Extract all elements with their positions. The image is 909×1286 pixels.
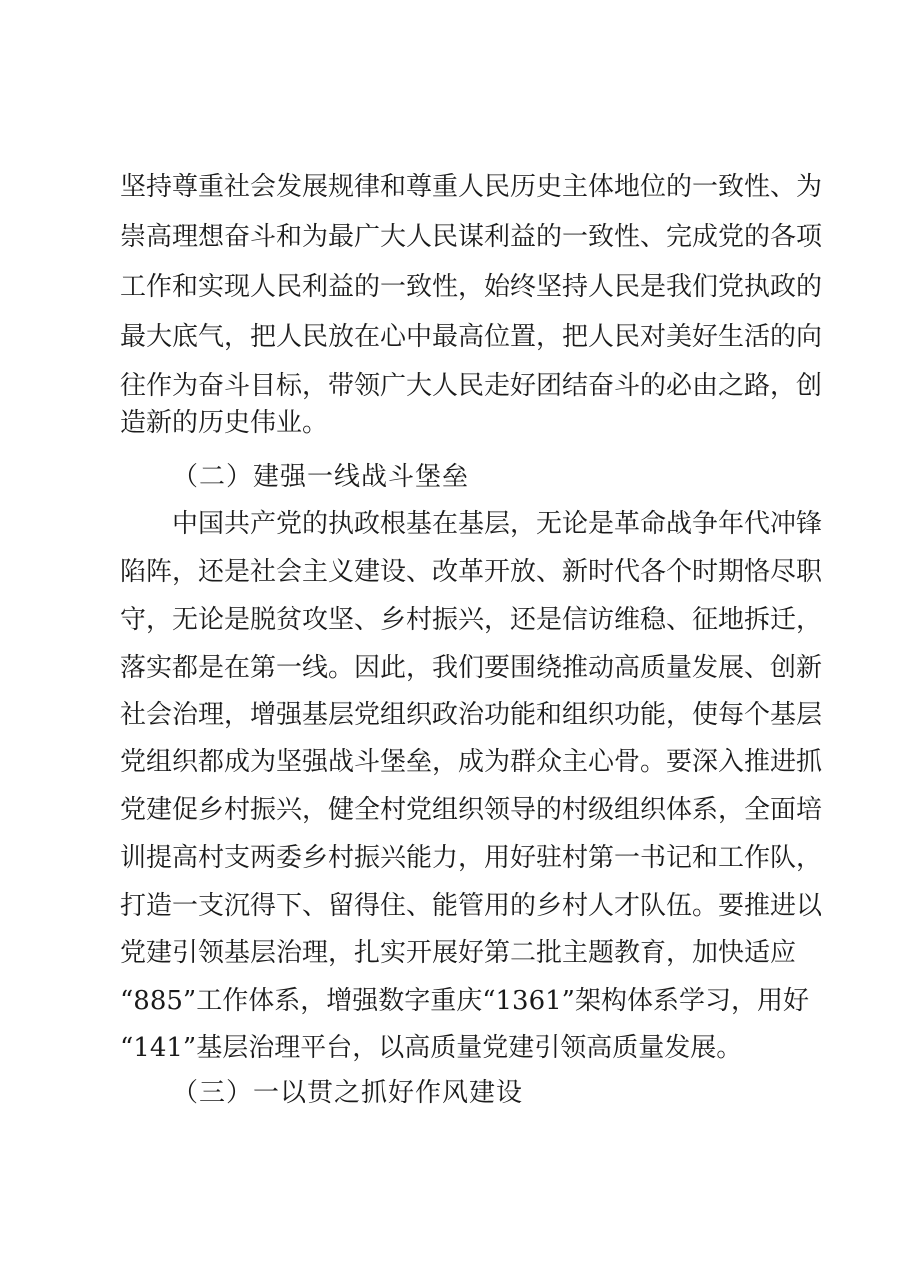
paragraph-line: 中国共产党的执政根基在基层，无论是革命战争年代冲锋 — [172, 509, 823, 539]
paragraph-line: “885”工作体系，增强数字重庆“1361”架构体系学习，用好 — [120, 986, 809, 1016]
paragraph-line: 坚持尊重社会发展规律和尊重人民历史主体地位的一致性、为 — [120, 172, 823, 202]
paragraph-line: 往作为奋斗目标，带领广大人民走好团结奋斗的必由之路，创 — [120, 371, 823, 401]
paragraph-line: 党组织都成为坚强战斗堡垒，成为群众主心骨。要深入推进抓 — [120, 747, 823, 777]
paragraph-line: 守，无论是脱贫攻坚、乡村振兴，还是信访维稳、征地拆迁， — [120, 605, 823, 635]
section-heading: （三）一以贯之抓好作风建设 — [172, 1078, 524, 1108]
paragraph-line: 崇高理想奋斗和为最广大人民谋利益的一致性、完成党的各项 — [120, 222, 823, 252]
paragraph-line: 党建引领基层治理，扎实开展好第二批主题教育，加快适应 — [120, 938, 797, 968]
paragraph-line: “141”基层治理平台，以高质量党建引领高质量发展。 — [120, 1033, 743, 1063]
section-heading: （二）建强一线战斗堡垒 — [172, 462, 470, 492]
paragraph-line: 最大底气，把人民放在心中最高位置，把人民对美好生活的向 — [120, 322, 823, 352]
paragraph-line: 造新的历史伟业。 — [120, 408, 329, 438]
paragraph-line: 社会治理，增强基层党组织政治功能和组织功能，使每个基层 — [120, 700, 823, 730]
paragraph-line: 党建促乡村振兴，健全村党组织领导的村级组织体系，全面培 — [120, 795, 823, 825]
paragraph-line: 打造一支沉得下、留得住、能管用的乡村人才队伍。要推进以 — [120, 891, 823, 921]
paragraph-line: 陷阵，还是社会主义建设、改革开放、新时代各个时期恪尽职 — [120, 557, 823, 587]
paragraph-line: 落实都是在第一线。因此，我们要围绕推动高质量发展、创新 — [120, 653, 823, 683]
paragraph-line: 训提高村支两委乡村振兴能力，用好驻村第一书记和工作队， — [120, 843, 823, 873]
paragraph-line: 工作和实现人民利益的一致性，始终坚持人民是我们党执政的 — [120, 272, 823, 302]
